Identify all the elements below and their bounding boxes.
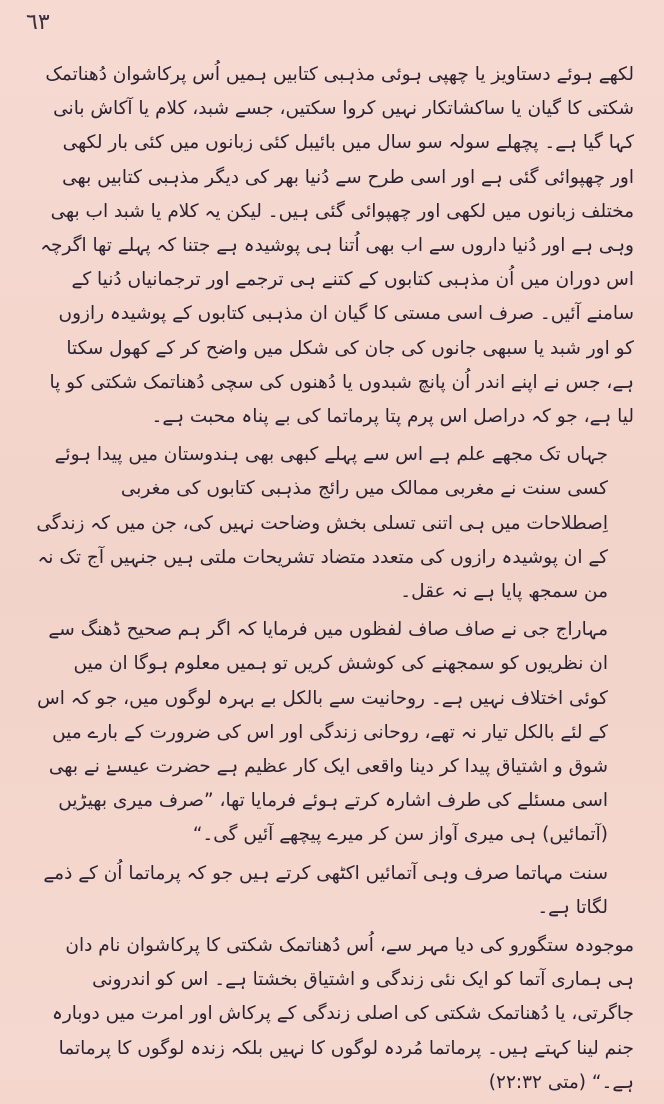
paragraph-3: مہاراج جی نے صاف صاف لفظوں میں فرمایا کہ اگر ہم صحیح ڈھنگ سے ان نظریوں کو سمجھنے کی کوشش کریں تو ہمیں معلوم ہوگا ان میں کوئی اختلاف نہیں ہے۔ روحانیت سے بالکل بے بہرہ لوگوں میں، جو کہ اس کے لئے بالکل تیار نہ تھے، روحانی زندگی اور اس کی ضرورت کے بارے میں شوق و اشتیاق پیدا کر دینا واقعی ایک کار عظیم ہے حضرت عیسےٰ نے بھی اسی مسئلے کی طرف اشارہ کرتے ہوئے فرمایا تھا، ”صرف میری بھیڑیں (آتمائیں) ہی میری آواز سن کر میرے پیچھے آئیں گی۔“ xyxy=(37,619,608,846)
paragraph-2: جہاں تک مجھے علم ہے اس سے پہلے کبھی بھی ہندوستان میں پیدا ہوئے کسی سنت نے مغربی ممالک میں رائج مذہبی کتابوں کی مغربی اِصطلاحات میں ہی اتنی تسلی بخش وضاحت نہیں کی، جن میں کہ زندگی کے ان پوشیدہ رازوں کی متعدد متضاد تشریحات ملتی ہیں جنہیں آج تک نہ من سمجھ پایا ہے نہ عقل۔ xyxy=(36,444,608,603)
paragraph-1: لکھے ہوئے دستاویز یا چھپی ہوئی مذہبی کتابیں ہمیں اُس پرکاشوان دُھناتمک شکتی کا گیان یا ساکشاتکار نہیں کروا سکتیں، جسے شبد، کلام یا آکاش بانی کہا گیا ہے۔ پچھلے سولہ سو سال میں بائیبل کئی زبانوں میں کئی بار لکھی اور چھپوائی گئی ہے اور اسی طرح سے دُنیا بھر کی دیگر مذہبی کتابیں بھی مختلف زبانوں میں لکھی اور چھپوائی گئی ہیں۔ لیکن یہ کلام یا شبد اب بھی وہی ہے اور دُنیا داروں سے اب بھی اُتنا ہی پوشیدہ ہے جتنا کہ پہلے تھا اگرچہ اس دوران میں اُن مذہبی کتابوں کے کتنے ہی ترجمے اور ترجمانیاں دُنیا کے سامنے آئیں۔ صرف اسی مستی کا گیان ان مذہبی کتابوں کے پوشیدہ رازوں کو اور شبد یا سبھی جانوں کی جان کی شکل میں واضح کر کے کھول سکتا ہے، جس نے اپنے اندر اُن پانچ شبدوں یا دُھنوں کی سچی دُھناتمک شکتی کو پا لیا ہے، جو کہ دراصل اس پرم پتا پرماتما کی بے پناہ محبت ہے۔ xyxy=(40,64,634,428)
paragraph-4: سنت مہاتما صرف وہی آتمائیں اکٹھی کرتے ہیں جو کہ پرماتما اُن کے ذمے لگاتا ہے۔ xyxy=(43,862,608,918)
paragraph-5: موجودہ ستگورو کی دیا مہر سے، اُس دُھناتمک شکتی کا پرکاشوان نام دان ہی ہماری آتما کو ایک نئی زندگی و اشتیاق بخشتا ہے۔ اس کو اندرونی جاگرتی، یا دُھناتمک شکتی کی اصلی زندگی کے پرکاش اور امرت میں دوبارہ جنم لینا کہتے ہیں۔ پرماتما مُردہ لوگوں کا نہیں بلکہ زندہ لوگوں کا پرماتما ہے۔“ (متی ۲۲:۳۲) xyxy=(52,935,634,1093)
body-text xyxy=(36,58,634,1104)
page-number: ٦٣ xyxy=(26,10,50,35)
